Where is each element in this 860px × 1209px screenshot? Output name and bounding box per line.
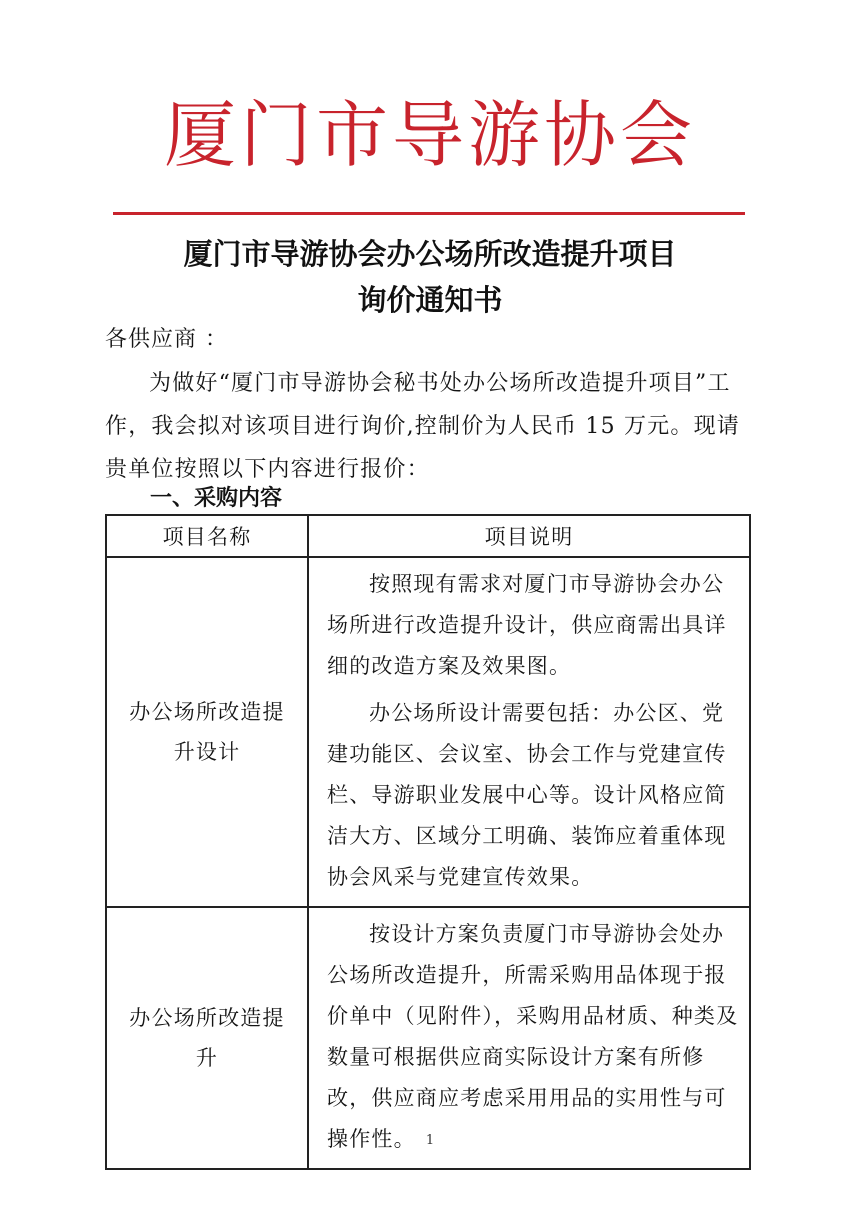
header-project-name: 项目名称 <box>106 515 308 557</box>
document-title-line2: 询价通知书 <box>357 283 503 317</box>
table-header-row <box>106 515 750 557</box>
row-project-description <box>308 907 750 1169</box>
description-paragraph: 按照现有需求对厦门市导游协会办公场所进行改造提升设计，供应商需出具详细的改造方案及效果图。 <box>327 572 727 678</box>
table-row <box>106 557 750 907</box>
row-project-name: 办公场所改造提升设计 <box>106 557 308 907</box>
salutation: 各供应商 ： <box>105 327 228 352</box>
row-project-name: 办公场所改造提升 <box>106 907 308 1169</box>
table-row <box>106 907 750 1169</box>
letterhead-title: 厦门市导游协会 <box>163 93 696 177</box>
intro-paragraph: 为做好“厦门市导游协会秘书处办公场所改造提升项目”工作，我会拟对该项目进行询价,控制价为人民币 15 万元。现请贵单位按照以下内容进行报价： <box>105 371 740 482</box>
description-paragraph: 办公场所设计需要包括：办公区、党建功能区、会议室、协会工作与党建宣传栏、导游职业发展中心等。设计风格应简洁大方、区域分工明确、装饰应着重体现协会风采与党建宣传效果。 <box>327 701 727 889</box>
description-paragraph: 按设计方案负责厦门市导游协会处办公场所改造提升，所需采购用品体现于报价单中（见附件），采购用品材质、种类及数量可根据供应商实际设计方案有所修改，供应商应考虑采用用品的实用性与可操作性。 <box>327 922 739 1151</box>
row-project-description <box>308 557 750 907</box>
letterhead-divider <box>113 212 745 215</box>
document-title-line1: 厦门市导游协会办公场所改造提升项目 <box>183 237 677 271</box>
page-number: 1 <box>425 1133 435 1148</box>
header-project-description: 项目说明 <box>308 515 750 557</box>
section-heading: 一、采购内容 <box>150 486 283 511</box>
procurement-table <box>105 514 751 1170</box>
